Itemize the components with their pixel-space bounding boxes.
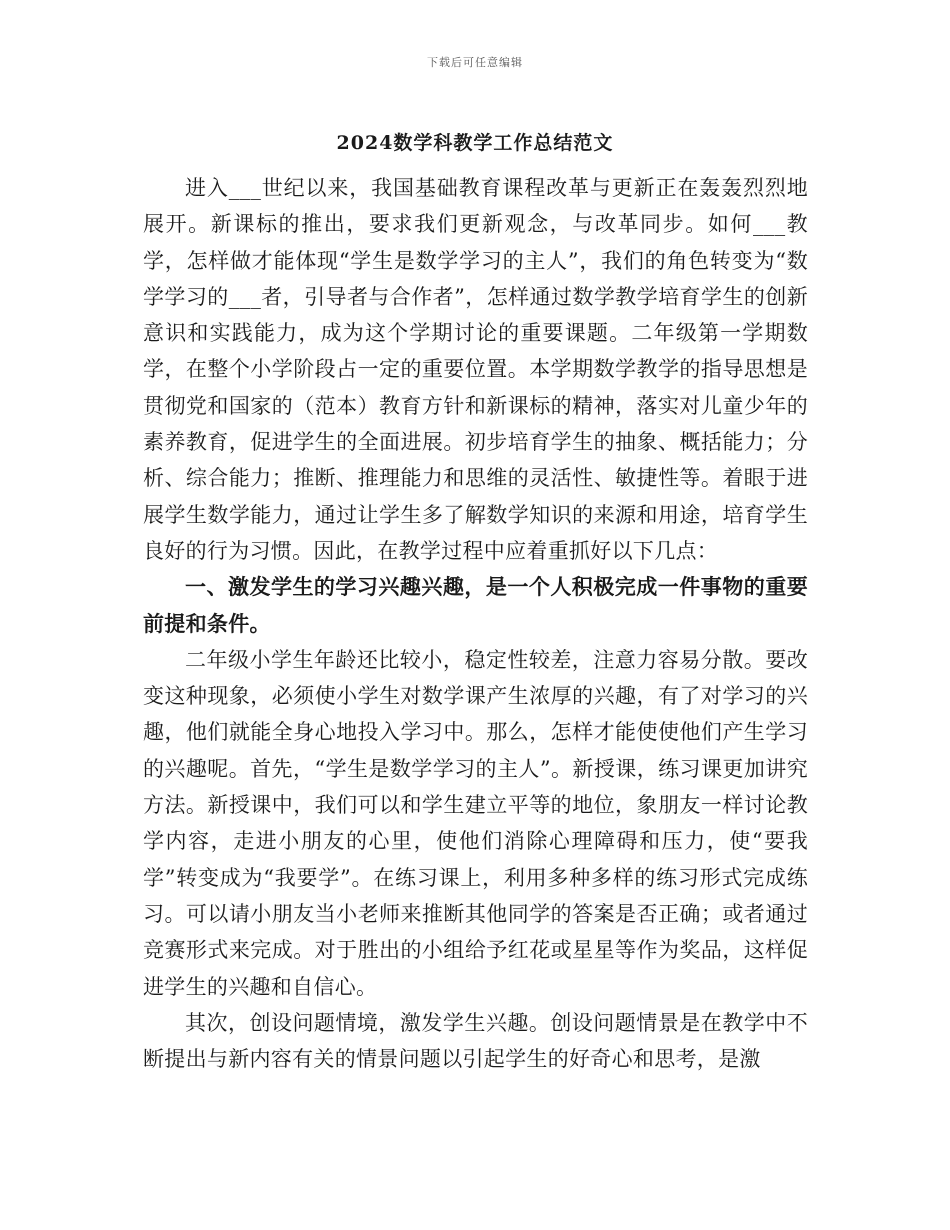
document-title: 2024数学科教学工作总结范文 [336, 132, 614, 154]
paragraph-problem-situation: 其次，创设问题情境，激发学生兴趣。创设问题情景是在教学中不断提出与新内容有关的情景问题以引起学生的好奇心和思考，是激 [143, 1010, 808, 1072]
paragraph-intro: 进入___世纪以来，我国基础教育课程改革与更新正在轰轰烈烈地展开。新课标的推出，要求我们更新观念，与改革同步。如何___教学，怎样做才能体现“学生是数学学习的主人”，我们的角色转变为“数学学习的___者，引导者与合作者”，怎样通过数学教学培育学生的创新意识和实践能力，成为这个学期讨论的重要课题。二年级第一学期数学，在整个小学阶段占一定的重要位置。本学期数学教学的指导思想是贯彻党和国家的（范本）教育方针和新课标的精神，落实对儿童少年的素养教育，促进学生的全面进展。初步培育学生的抽象、概括能力；分析、综合能力；推断、推理能力和思维的灵活性、敏捷性等。着眼于进展学生数学能力，通过让学生多了解数学知识的来源和用途，培育学生良好的行为习惯。因此，在教学过程中应着重抓好以下几点： [143, 176, 808, 563]
document-body [143, 170, 808, 1077]
paragraph-interest: 二年级小学生年龄还比较小，稳定性较差，注意力容易分散。要改变这种现象，必须使小学生对数学课产生浓厚的兴趣，有了对学习的兴趣，他们就能全身心地投入学习中。那么，怎样才能使使他们产生学习的兴趣呢。首先，“学生是数学学习的主人”。新授课，练习课更加讲究方法。新授课中，我们可以和学生建立平等的地位，象朋友一样讨论教学内容，走进小朋友的心里，使他们消除心理障碍和压力，使“要我学”转变成为“我要学”。在练习课上，利用多种多样的练习形式完成练习。可以请小朋友当小老师来推断其他同学的答案是否正确；或者通过竞赛形式来完成。对于胜出的小组给予红花或星星等作为奖品，这样促进学生的兴趣和自信心。 [143, 647, 808, 999]
section-heading-1: 一、激发学生的学习兴趣兴趣，是一个人积极完成一件事物的重要前提和条件。 [143, 574, 808, 636]
header-note: 下载后可任意编辑 [427, 56, 523, 69]
